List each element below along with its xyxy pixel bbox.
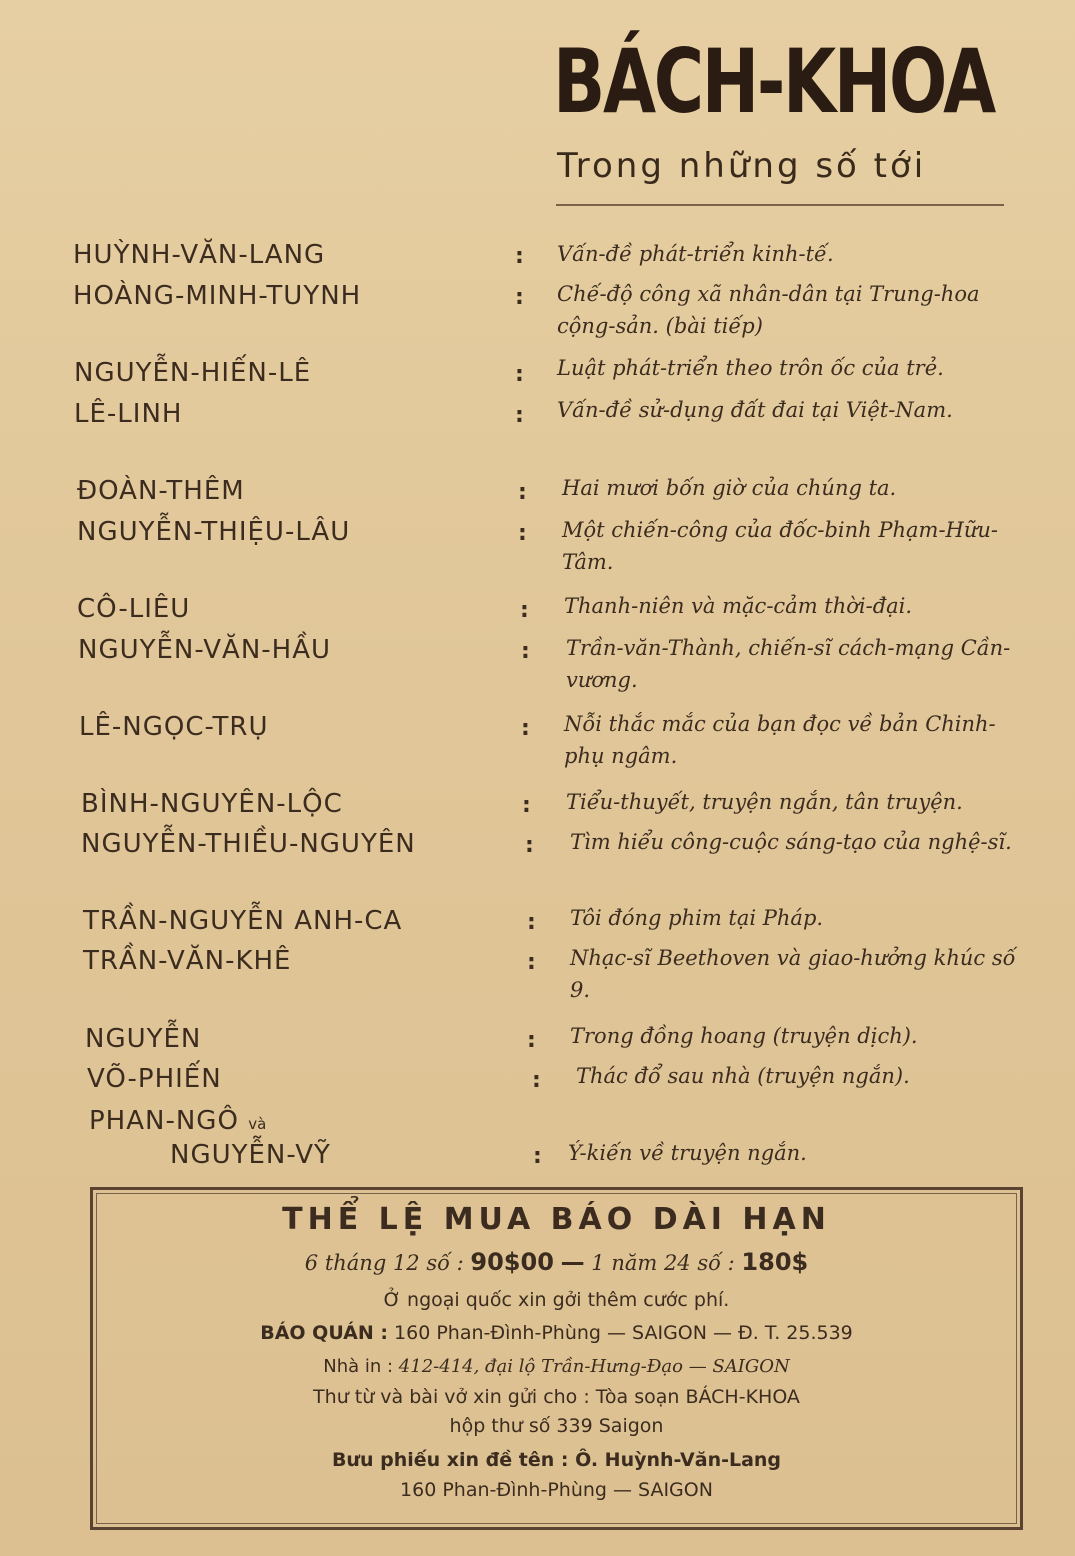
printer-label: Nhà in :: [323, 1356, 394, 1377]
office-label: BÁO QUÁN :: [260, 1322, 388, 1344]
printer-address: 412-414, đại lộ Trần-Hưng-Đạo — SAIGON: [398, 1356, 790, 1377]
entry-title: Tìm hiểu công-cuộc sáng-tạo của nghệ-sĩ.: [570, 830, 1012, 854]
mail-line-1: Thư từ và bài vở xin gửi cho : Tòa soạn BÁCH-KHOA: [313, 1386, 800, 1408]
entry-colon: :: [515, 285, 524, 310]
entry-title: Chế-độ công xã nhân-dân tại Trung-hoa cộng-sản. (bài tiếp): [557, 282, 980, 338]
masthead: BÁCH-KHOA: [553, 30, 994, 133]
entry-author: CÔ-LIÊU: [77, 594, 191, 624]
entry-author: HUỲNH-VĂN-LANG: [73, 240, 326, 270]
entry-colon: :: [527, 1028, 536, 1053]
entry-author: NGUYỄN-VĂN-HẦU: [78, 635, 332, 665]
entry-title: Tôi đóng phim tại Pháp.: [570, 906, 824, 930]
office-line: [96, 1322, 1017, 1344]
entry-colon: :: [518, 480, 527, 505]
one-year-label: 1 năm 24 số :: [591, 1251, 735, 1275]
entry-colon: :: [515, 403, 524, 428]
one-year-price: 180$: [741, 1248, 809, 1276]
office-address: 160 Phan-Đình-Phùng — SAIGON — Đ. T. 25.539: [394, 1322, 853, 1344]
entry-author: TRẦN-VĂN-KHÊ: [83, 946, 292, 976]
entry-title: Thanh-niên và mặc-cảm thời-đại.: [564, 594, 913, 618]
header-divider: [556, 204, 1004, 206]
entry-author-second: NGUYỄN-VỸ: [170, 1140, 331, 1170]
entry-colon: :: [521, 716, 530, 741]
entry-title: Hai mươi bốn giờ của chúng ta.: [562, 476, 897, 500]
printer-line: [96, 1356, 1017, 1377]
entry-author: LÊ-LINH: [74, 399, 183, 429]
entry-title: Ý-kiến về truyện ngắn.: [568, 1141, 807, 1165]
entry-colon: :: [522, 793, 531, 818]
entry-author: NGUYỄN-HIẾN-LÊ: [74, 358, 312, 388]
entry-colon: :: [525, 833, 534, 858]
entry-author: NGUYỄN: [85, 1024, 202, 1054]
price-separator: —: [560, 1248, 585, 1276]
entry-author: TRẦN-NGUYỄN ANH-CA: [83, 906, 403, 936]
entry-colon: :: [515, 362, 524, 387]
entry-colon: :: [527, 910, 536, 935]
entry-author: [89, 1106, 266, 1136]
entry-author: LÊ-NGỌC-TRỤ: [79, 712, 269, 742]
money-order-line: Bưu phiếu xin đề tên : Ô. Huỳnh-Văn-Lang: [331, 1449, 782, 1471]
entry-colon: :: [518, 521, 527, 546]
subscription-prices: [96, 1248, 1017, 1276]
subscription-title: THỂ LỆ MUA BÁO DÀI HẠN: [282, 1202, 831, 1237]
entry-author-joiner: và: [248, 1115, 267, 1133]
entry-colon: :: [532, 1068, 541, 1093]
entry-title: Trong đồng hoang (truyện dịch).: [570, 1024, 918, 1048]
subtitle: Trong những số tới: [557, 146, 927, 186]
six-months-price: 90$00: [470, 1248, 554, 1276]
entry-title: Vấn-đề phát-triển kinh-tế.: [557, 242, 834, 266]
entry-title: Luật phát-triển theo trôn ốc của trẻ.: [557, 356, 944, 380]
entry-title: Một chiến-công của đốc-binh Phạm-Hữu-Tâm.: [562, 518, 999, 574]
entry-author: HOÀNG-MINH-TUYNH: [73, 281, 362, 311]
entry-title: Tiểu-thuyết, truyện ngắn, tân truyện.: [566, 790, 963, 814]
entry-author: VÕ-PHIẾN: [87, 1064, 222, 1094]
entry-author: BÌNH-NGUYÊN-LỘC: [81, 789, 343, 819]
entry-title: Nhạc-sĩ Beethoven và giao-hưởng khúc số 9.: [570, 946, 1016, 1002]
entry-author: NGUYỄN-THIỀU-NGUYÊN: [81, 829, 416, 859]
abroad-note: Ở ngoại quốc xin gởi thêm cước phí.: [383, 1289, 730, 1311]
entry-colon: :: [515, 244, 524, 269]
entry-colon: :: [533, 1144, 542, 1169]
entry-author: ĐOÀN-THÊM: [77, 476, 245, 506]
entry-title: Vấn-đề sử-dụng đất đai tại Việt-Nam.: [557, 398, 953, 422]
entry-author: NGUYỄN-THIỆU-LÂU: [77, 517, 351, 547]
entry-title: Nỗi thắc mắc của bạn đọc về bản Chinh-phụ ngâm.: [564, 712, 996, 768]
entry-colon: :: [520, 598, 529, 623]
entry-title: Trần-văn-Thành, chiến-sĩ cách-mạng Cần-vương.: [566, 636, 1011, 692]
entry-author-first: PHAN-NGÔ: [89, 1106, 239, 1136]
entry-title: Thác đổ sau nhà (truyện ngắn).: [576, 1064, 910, 1088]
entry-colon: :: [527, 950, 536, 975]
money-order-address: 160 Phan-Đình-Phùng — SAIGON: [400, 1479, 713, 1501]
mail-line-2: hộp thư số 339 Saigon: [449, 1415, 664, 1437]
six-months-label: 6 tháng 12 số :: [304, 1251, 464, 1275]
entry-colon: :: [521, 639, 530, 664]
